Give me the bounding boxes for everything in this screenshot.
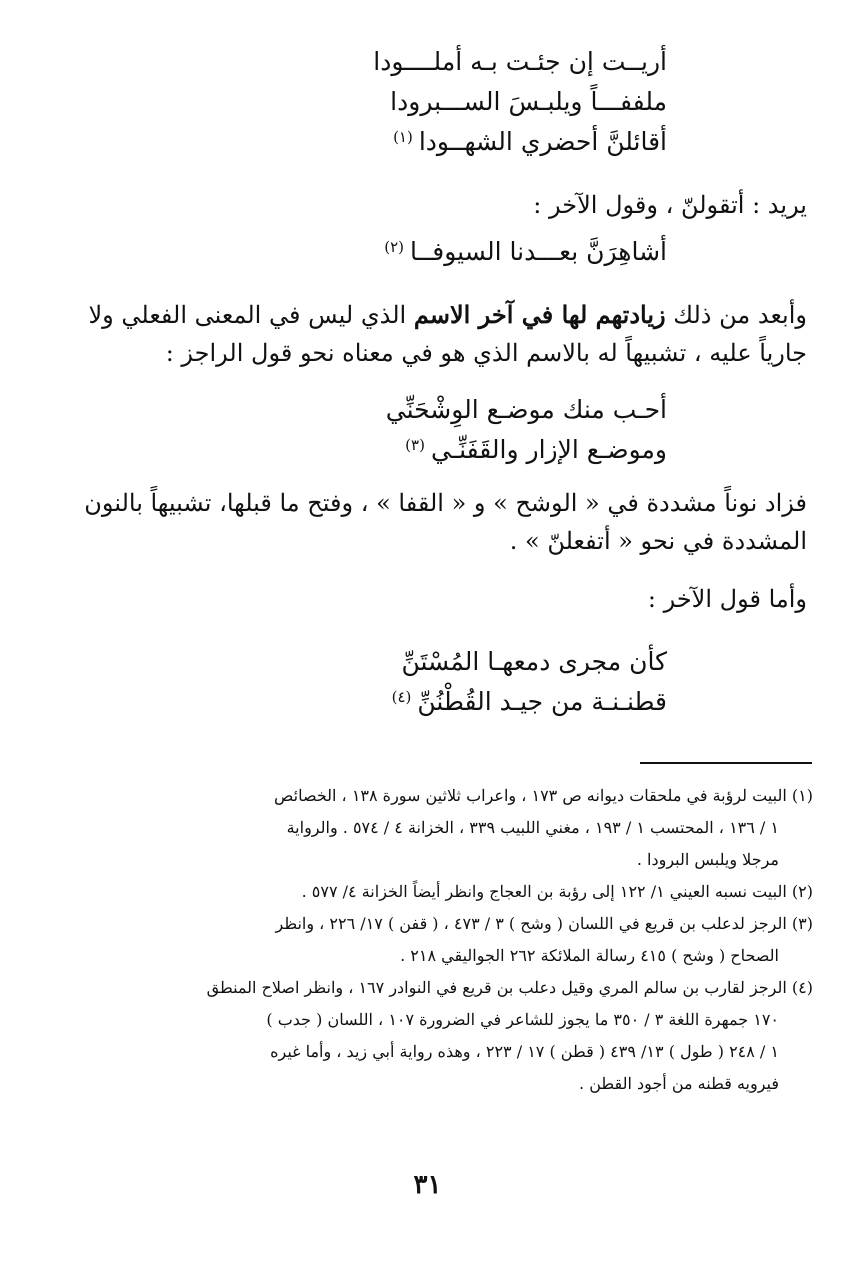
- prose-text: وأبعد من ذلك: [673, 301, 807, 329]
- verse-line: أحـب منك موضـع الوِشْحَنِّي: [385, 395, 667, 424]
- prose-line: وأما قول الآخر :: [647, 585, 807, 613]
- prose-line: يريد : أتقولنّ ، وقول الآخر :: [533, 191, 807, 219]
- footnote-line: ١ / ٢٤٨ ( طول ) ١٣/ ٤٣٩ ( قطن ) ١٧ / ٢٢٣ ، وهذه رواية أبي زيد ، وأما غيره: [270, 1042, 779, 1061]
- footnote-line: ١ / ١٣٦ ، المحتسب ١ / ١٩٣ ، مغني اللبيب ٣٣٩ ، الخزانة ٤ / ٥٧٤ . والرواية: [286, 818, 779, 837]
- prose-text: الذي ليس في المعنى الفعلي ولا: [88, 301, 407, 329]
- prose-line: جارياً عليه ، تشبيهاً له بالاسم الذي هو في معناه نحو قول الراجز :: [165, 339, 807, 367]
- footnote-line: ١٧٠ جمهرة اللغة ٣ / ٣٥٠ ما يجوز للشاعر في الضرورة ١٠٧ ، اللسان ( جدب ): [266, 1010, 779, 1029]
- footnote-line: الصحاح ( وشح ) ٤١٥ رسالة الملائكة ٢٦٢ الجواليقي ٢١٨ .: [400, 946, 779, 965]
- verse-block-1: [247, 42, 667, 162]
- verse-text: قطنـنـة من جيـد القُطْنُنِّ: [417, 687, 667, 716]
- footnote-line: [274, 786, 813, 805]
- page-number: ٣١: [413, 1170, 442, 1200]
- prose-block-2: [67, 296, 807, 372]
- footnote-line: مرجلا ويلبس البرودا .: [636, 850, 779, 869]
- footnote-marker: (٣): [405, 436, 425, 454]
- verse-line: [247, 122, 667, 162]
- verse-text: أقائلنَّ أحضري الشهــودا: [418, 127, 667, 156]
- verse-line: [247, 430, 667, 470]
- footnote-4: [33, 972, 813, 1100]
- footnote-marker: (١): [393, 128, 413, 146]
- footnote-1: [33, 780, 813, 876]
- verse-line: كأن مجرى دمعهـا المُسْتَنِّ: [401, 647, 667, 676]
- footnote-divider: [640, 762, 812, 764]
- footnote-line: فيرويه قطنه من أجود القطن .: [579, 1074, 779, 1093]
- verse-block-4: [247, 642, 667, 722]
- prose-block-3: [67, 484, 807, 560]
- verse-line: [247, 682, 667, 722]
- verse-line: ملففـــاً ويلبـسَ الســـبرودا: [390, 87, 667, 116]
- prose-block-4: [67, 580, 807, 618]
- verse-line: أريــت إن جئـت بـه أملــــودا: [373, 47, 667, 76]
- footnote-number: (١): [791, 786, 813, 805]
- prose-block-1: [67, 186, 807, 224]
- verse-block-3: [247, 390, 667, 470]
- footnote-text: البيت نسبه العيني ١/ ١٢٢ إلى رؤبة بن العجاج وانظر أيضاً الخزانة ٤/ ٥٧٧ .: [301, 882, 787, 901]
- verse-text: وموضـع الإزار والقَفَنِّـي: [430, 435, 667, 464]
- prose-line: المشددة في نحو « أتفعلنّ » .: [509, 527, 807, 555]
- footnote-text: الرجز لقارب بن سالم المري وقيل دعلب بن قريع في النوادر ١٦٧ ، وانظر اصلاح المنطق: [206, 978, 787, 997]
- footnotes: [33, 780, 813, 1100]
- footnote-2: [33, 876, 813, 908]
- verse-text: أشاهِرَنَّ بعـــدنا السيوفــا: [410, 237, 667, 266]
- footnote-number: (٣): [791, 914, 813, 933]
- verse-block-2: [247, 232, 667, 272]
- footnote-text: الرجز لدعلب بن قريع في اللسان ( وشح ) ٣ / ٤٧٣ ، ( قفن ) ١٧/ ٢٢٦ ، وانظر: [275, 914, 787, 933]
- footnote-text: البيت لرؤبة في ملحقات ديوانه ص ١٧٣ ، واعراب ثلاثين سورة ١٣٨ ، الخصائص: [274, 786, 787, 805]
- footnote-marker: (٢): [384, 238, 405, 256]
- footnote-marker: (٤): [391, 688, 412, 706]
- prose-line: [67, 296, 807, 334]
- footnote-number: (٢): [791, 882, 813, 901]
- footnote-line: [207, 978, 813, 997]
- prose-bold-text: زيادتهم لها في آخر الاسم: [413, 300, 666, 329]
- verse-line: [247, 232, 667, 272]
- footnote-number: (٤): [791, 978, 813, 997]
- footnote-line: [302, 882, 813, 901]
- prose-line: فزاد نوناً مشددة في « الوشح » و « القفا » ، وفتح ما قبلها، تشبيهاً بالنون: [84, 489, 807, 517]
- footnote-3: [33, 908, 813, 972]
- footnote-line: [276, 914, 814, 933]
